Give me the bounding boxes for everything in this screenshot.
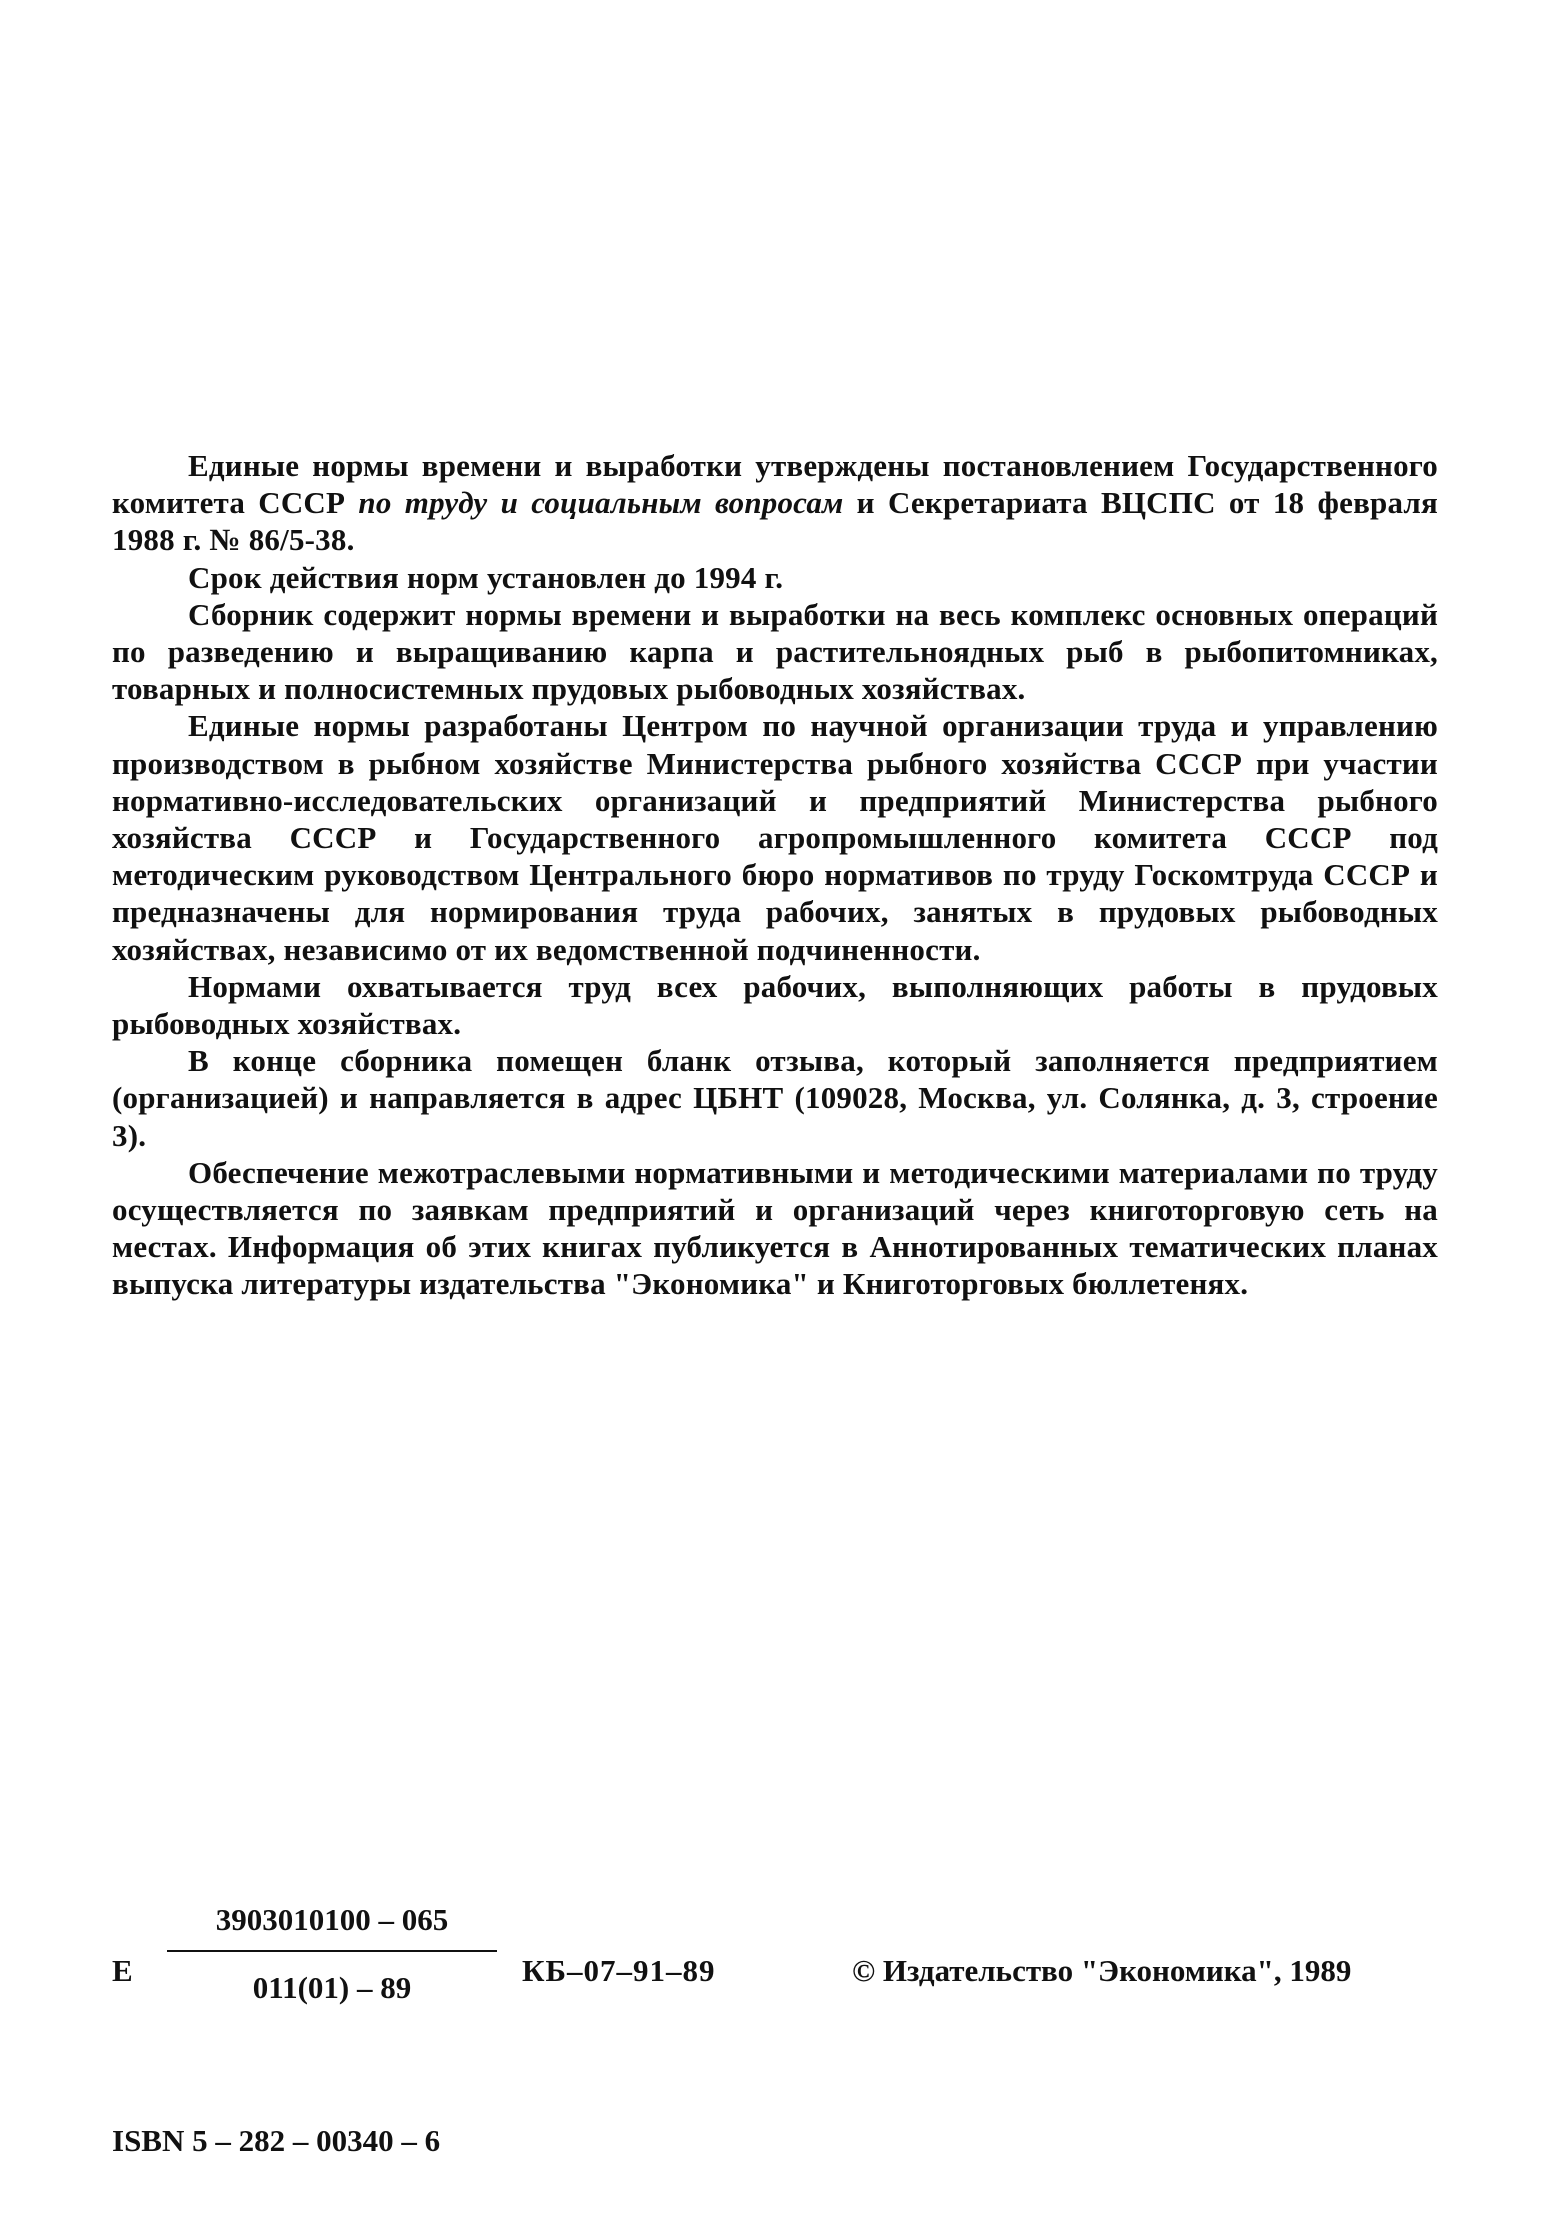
copyright-notice: © Издательство "Экономика", 1989 [852, 1953, 1352, 1988]
paragraph-approval-italic: по труду и социальным вопросам [358, 485, 844, 521]
isbn-number: ISBN 5 – 282 – 00340 – 6 [112, 2123, 441, 2158]
paragraph-scope: Нормами охватывается труд всех рабочих, выполняющих работы в прудовых рыбоводных хозяйствах. [112, 968, 1438, 1042]
paragraph-validity: Срок действия норм установлен до 1994 г. [188, 559, 784, 595]
paragraph-developers: Единые нормы разработаны Центром по научной организации труда и управлению производством в рыбном хозяйстве Министерства рыбного хозяйства СССР при участии нормативно-исследовательских организаций и предприятий Министерства рыбного хозяйства СССР и Государственного агропромышленного комитета СССР под методическим руководством Центрального бюро нормативов по труду Госкомтруда СССР и предназначены для нормирования труда рабочих, занятых в прудовых рыбоводных хозяйствах, независимо от их ведомственной подчиненности. [112, 708, 1438, 967]
paragraph-contents: Сборник содержит нормы времени и выработки на весь комплекс основных операций по разведению и выращиванию карпа и растительноядных рыб в рыбопитомниках, товарных и полносистемных прудовых рыбоводных хозяйствах. [112, 596, 1438, 707]
paragraph-distribution: Обеспечение межотраслевыми нормативными и методическими материалами по труду осуществляется по заявкам предприятий и организаций через книготорговую сеть на местах. Информация об этих книгах публикуется в Аннотированных тематических планах выпуска литературы издательства "Экономика" и Книготорговых бюллетенях. [112, 1154, 1438, 1302]
imprint-fraction [167, 1900, 497, 2008]
paragraph-approval-part1: Единые нормы времени и выработки утверждены постановлением Государственного комитета СССР [112, 448, 1438, 521]
paragraph-feedback: В конце сборника помещен бланк отзыва, который заполняется предприятием (организацией) и направляется в адрес ЦБНТ (109028, Москва, ул. Солянка, д. 3, строение 3). [112, 1043, 1438, 1153]
imprint-numerator: 3903010100 – 065 [215, 1902, 449, 1937]
fraction-bar [167, 1950, 497, 1952]
paragraph-approval-part2: и Секретариата ВЦСПС от 18 февраля 1988 г. № 86/5-38. [112, 485, 1438, 558]
imprint-denominator: 011(01) – 89 [252, 1970, 412, 2005]
paragraph-approval [112, 447, 1438, 559]
imprint-code: КБ–07–91–89 [522, 1953, 716, 1988]
annotation-text [112, 447, 1438, 1303]
publication-imprint [112, 1900, 1442, 2050]
imprint-letter: Е [112, 1953, 133, 1988]
